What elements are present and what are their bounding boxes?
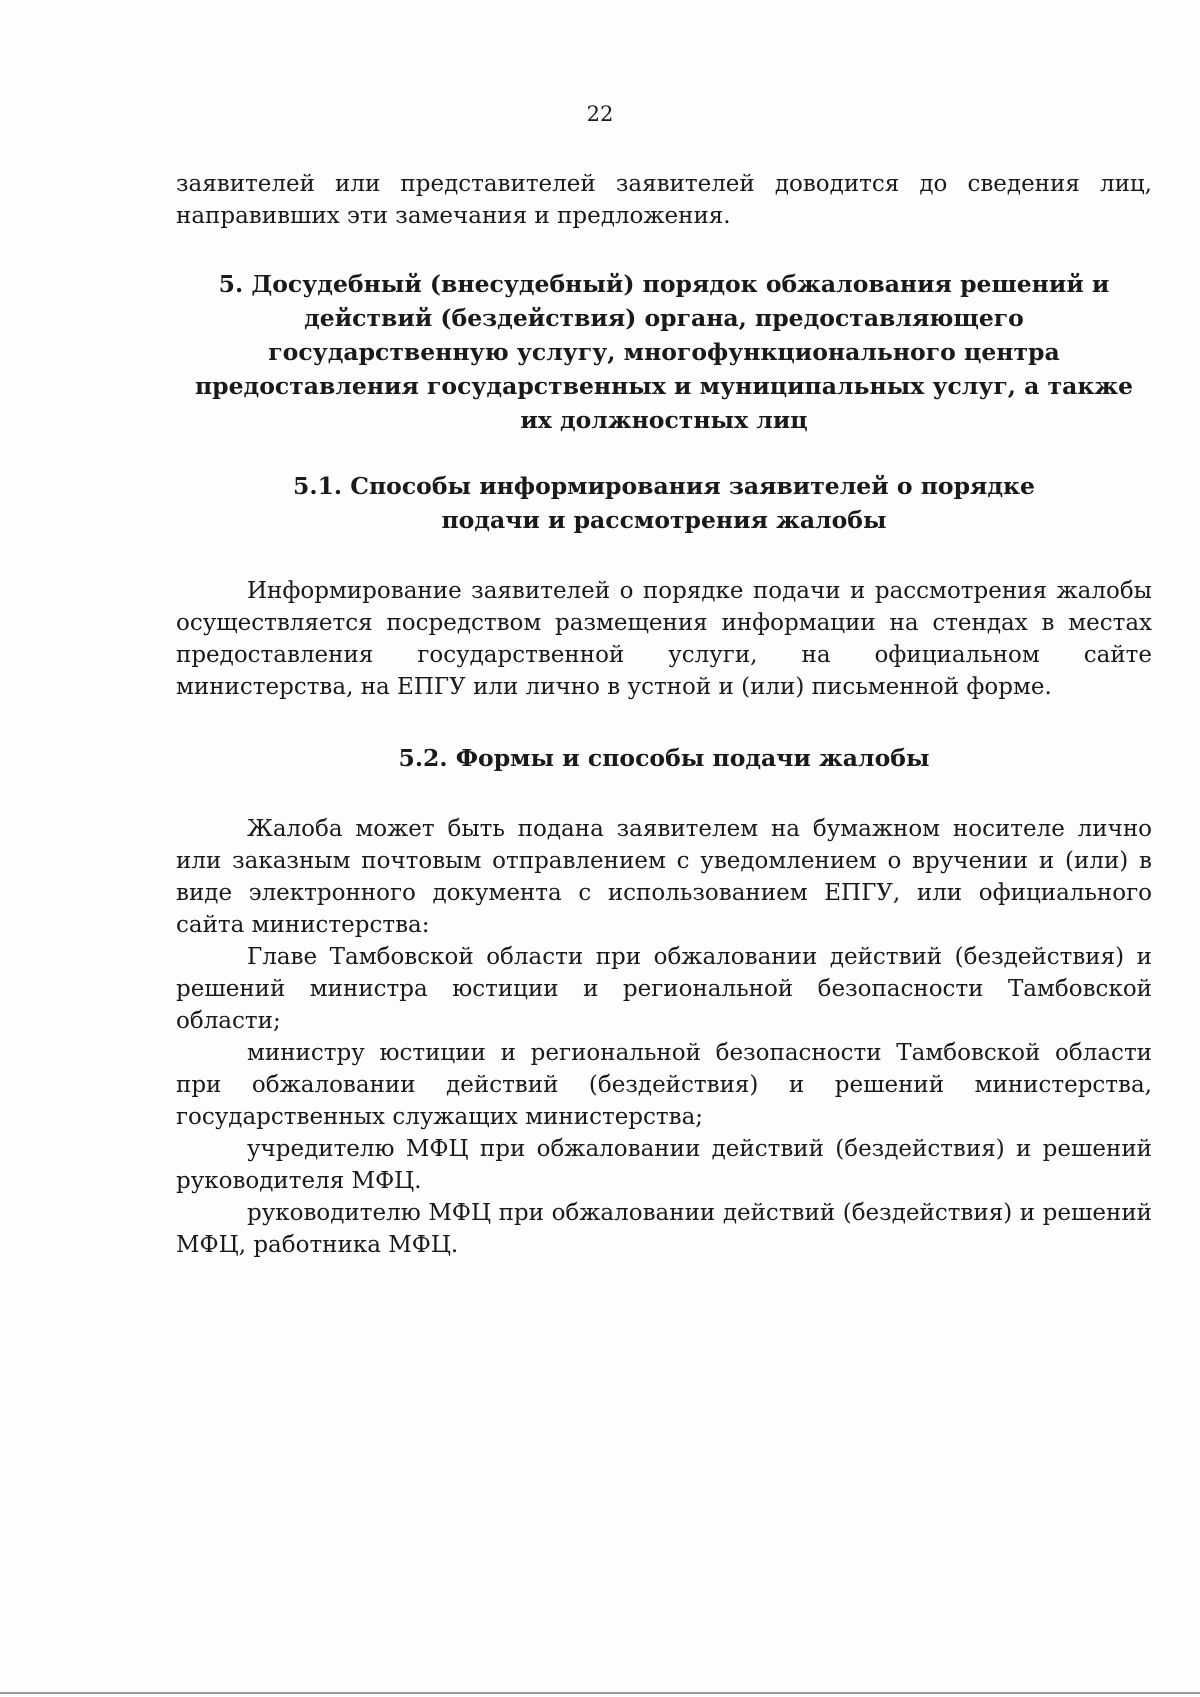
section-5-2-paragraph-5: руководителю МФЦ при обжаловании действий (бездействия) и решений МФЦ, работника МФЦ.	[176, 1200, 1152, 1258]
page-number: 22	[586, 102, 614, 126]
document-body	[176, 168, 1152, 1261]
bottom-scan-edge	[0, 1692, 1200, 1694]
continuation-paragraph: заявителей или представителей заявителей доводится до сведения лиц, направивших эти замечания и предложения.	[176, 171, 1152, 229]
section-5-2-paragraph-4: учредителю МФЦ при обжаловании действий (бездействия) и решений руководителя МФЦ.	[176, 1136, 1152, 1194]
section-5-2-paragraph-3: министру юстиции и региональной безопасности Тамбовской области при обжаловании действий (бездействия) и решений министерства, государственных служащих министерства;	[176, 1040, 1152, 1130]
section-5-2-heading: 5.2. Формы и способы подачи жалобы	[398, 744, 930, 772]
section-5-heading: 5. Досудебный (внесудебный) порядок обжалования решений и действий (бездействия) органа, предоставляющего государственную услугу, многофункционального центра предоставления государственных и муниципальных услуг, а также их должностных лиц	[194, 270, 1134, 434]
section-5-2-paragraph-2: Главе Тамбовской области при обжаловании действий (бездействия) и решений министра юстиции и региональной безопасности Тамбовской области;	[176, 944, 1152, 1034]
section-5-1-heading: 5.1. Способы информирования заявителей о порядке подачи и рассмотрения жалобы	[293, 472, 1035, 534]
section-5-2-paragraph-1: Жалоба может быть подана заявителем на бумажном носителе лично или заказным почтовым отправлением с уведомлением о вручении и (или) в виде электронного документа с использованием ЕПГУ, или официального сайта министерства:	[176, 816, 1152, 938]
section-5-1-paragraph: Информирование заявителей о порядке подачи и рассмотрения жалобы осуществляется посредством размещения информации на стендах в местах предоставления государственной услуги, на официальном сайте министерства, на ЕПГУ или лично в устной и (или) письменной форме.	[176, 578, 1152, 700]
